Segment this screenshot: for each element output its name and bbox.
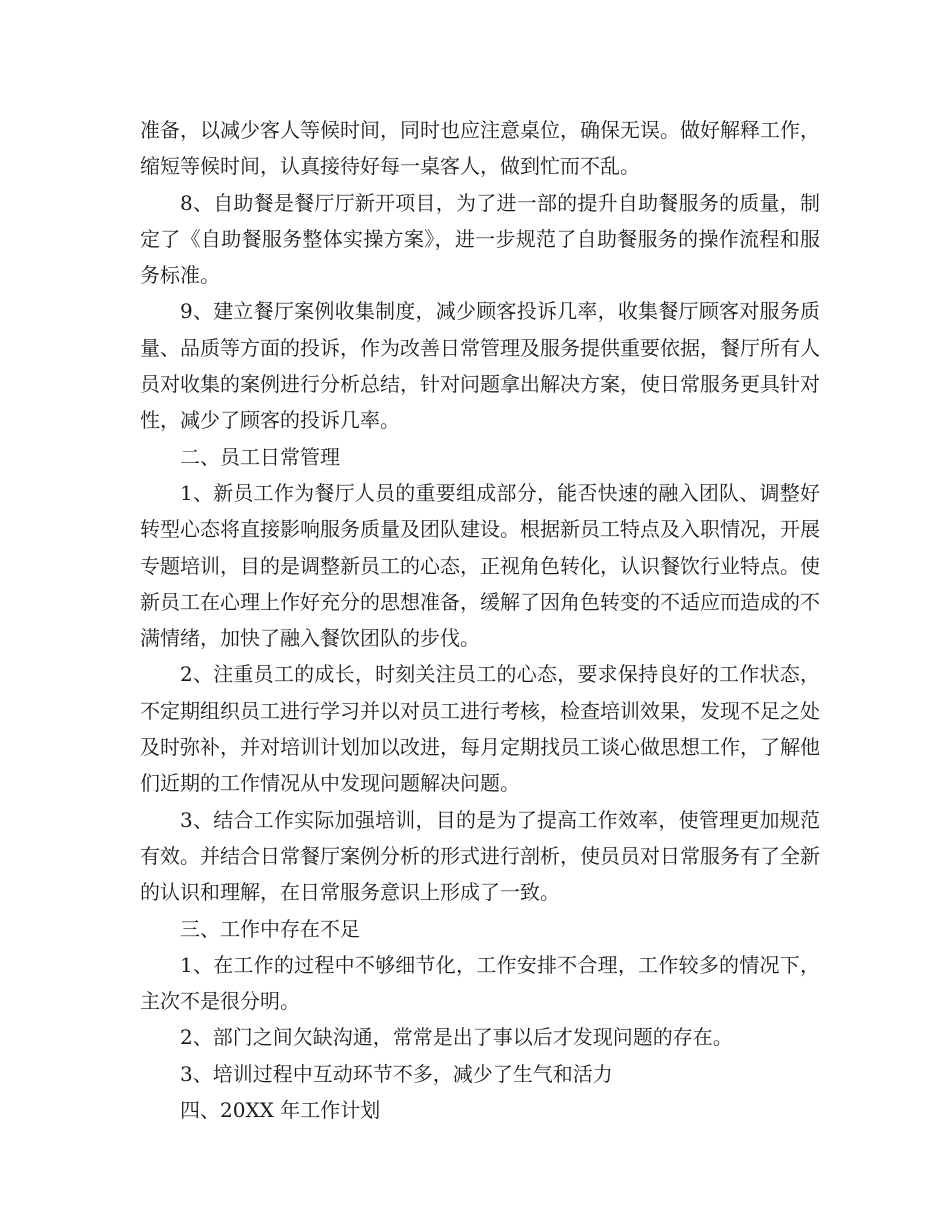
paragraph-shortcoming-3: 3、培训过程中互动环节不多，减少了生气和活力 [180,1061,613,1086]
paragraph-item-8: 8、自助餐是餐厅厅新开项目，为了进一部的提升自助餐服务的质量，制定了《自助餐服务整体实操方案》，进一步规范了自助餐服务的操作流程和服务标准。 [140,190,820,288]
section-heading-staff-management: 二、员工日常管理 [180,444,340,469]
paragraph-shortcoming-2: 2、部门之间欠缺沟通，常常是出了事以后才发现问题的存在。 [180,1025,733,1050]
document-body [140,112,820,1128]
paragraph-continuation: 准备，以减少客人等候时间，同时也应注意桌位，确保无误。做好解释工作，缩短等候时间，认真接待好每一桌客人，做到忙而不乱。 [140,118,820,179]
paragraph-staff-3: 3、结合工作实际加强培训，目的是为了提高工作效率，使管理更加规范有效。并结合日常餐厅案例分析的形式进行剖析，使员员对日常服务有了全新的认识和理解，在日常服务意识上形成了一致。 [140,807,820,905]
section-heading-work-plan: 四、20XX 年工作计划 [180,1098,381,1123]
paragraph-staff-2: 2、注重员工的成长，时刻关注员工的心态，要求保持良好的工作状态，不定期组织员工进行学习并以对员工进行考核，检查培训效果，发现不足之处及时弥补，并对培训计划加以改进，每月定期找员工谈心做思想工作，了解他们近期的工作情况从中发现问题解决问题。 [140,662,820,796]
section-heading-shortcomings: 三、工作中存在不足 [180,916,360,941]
paragraph-staff-1: 1、新员工作为餐厅人员的重要组成部分，能否快速的融入团队、调整好转型心态将直接影响服务质量及团队建设。根据新员工特点及入职情况，开展专题培训，目的是调整新员工的心态，正视角色转化，认识餐饮行业特点。使新员工在心理上作好充分的思想准备，缓解了因角色转变的不适应而造成的不满情绪，加快了融入餐饮团队的步伐。 [140,480,820,651]
paragraph-item-9: 9、建立餐厅案例收集制度，减少顾客投诉几率，收集餐厅顾客对服务质量、品质等方面的投诉，作为改善日常管理及服务提供重要依据，餐厅所有人员对收集的案例进行分析总结，针对问题拿出解决方案，使日常服务更具针对性，减少了顾客的投诉几率。 [140,299,820,433]
paragraph-shortcoming-1: 1、在工作的过程中不够细节化，工作安排不合理，工作较多的情况下，主次不是很分明。 [140,952,820,1014]
